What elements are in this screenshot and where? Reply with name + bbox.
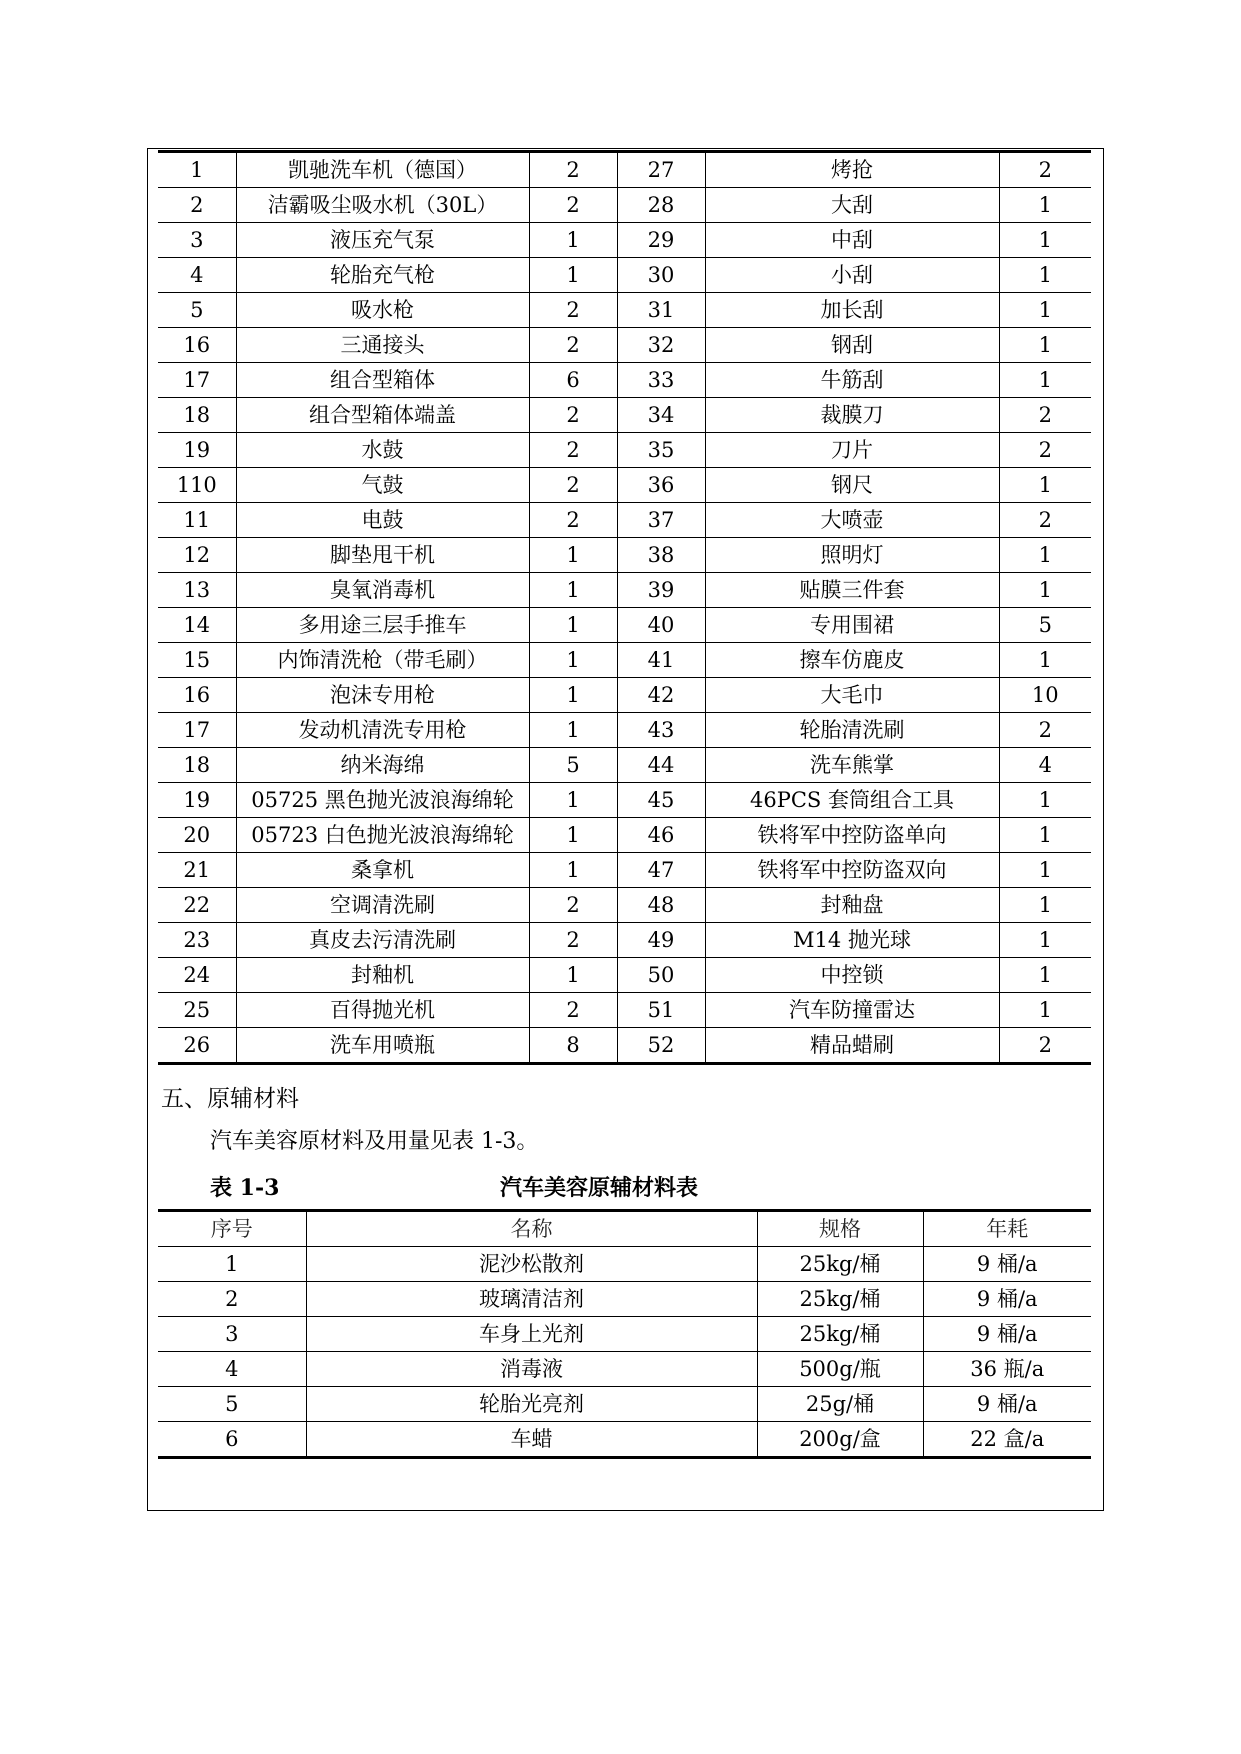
item-name: 贴膜三件套	[705, 573, 999, 608]
item-quantity: 2	[529, 398, 617, 433]
material-usage: 22 盒/a	[923, 1422, 1091, 1458]
item-name: 三通接头	[236, 328, 529, 363]
item-quantity: 4	[999, 748, 1091, 783]
table-row	[158, 152, 1091, 188]
item-name: 小刮	[705, 258, 999, 293]
item-number: 30	[617, 258, 705, 293]
item-quantity: 1	[999, 468, 1091, 503]
item-number: 17	[158, 713, 236, 748]
item-quantity: 1	[999, 293, 1091, 328]
item-number: 12	[158, 538, 236, 573]
item-name: 洗车用喷瓶	[236, 1028, 529, 1064]
item-name: 大喷壶	[705, 503, 999, 538]
item-number: 20	[158, 818, 236, 853]
item-quantity: 1	[999, 223, 1091, 258]
item-number: 48	[617, 888, 705, 923]
item-quantity: 8	[529, 1028, 617, 1064]
item-quantity: 2	[999, 433, 1091, 468]
equipment-table-body	[158, 152, 1091, 1064]
table-row	[158, 713, 1091, 748]
table-row	[158, 328, 1091, 363]
materials-table-body	[158, 1211, 1091, 1458]
item-quantity: 2	[529, 152, 617, 188]
item-number: 3	[158, 223, 236, 258]
item-number: 33	[617, 363, 705, 398]
item-number: 19	[158, 433, 236, 468]
item-name: 加长刮	[705, 293, 999, 328]
table-row	[158, 888, 1091, 923]
item-number: 11	[158, 503, 236, 538]
item-number: 42	[617, 678, 705, 713]
item-quantity: 2	[529, 888, 617, 923]
table-row	[158, 1247, 1091, 1282]
material-spec: 25kg/桶	[757, 1247, 923, 1282]
item-quantity: 1	[529, 223, 617, 258]
item-quantity: 1	[999, 993, 1091, 1028]
material-spec: 25kg/桶	[757, 1317, 923, 1352]
item-name: 电鼓	[236, 503, 529, 538]
item-name: 05723 白色抛光波浪海绵轮	[236, 818, 529, 853]
item-name: 多用途三层手推车	[236, 608, 529, 643]
material-name: 消毒液	[306, 1352, 757, 1387]
item-name: 真皮去污清洗刷	[236, 923, 529, 958]
table-row	[158, 188, 1091, 223]
material-spec: 500g/瓶	[757, 1352, 923, 1387]
material-name: 泥沙松散剂	[306, 1247, 757, 1282]
item-name: 封釉机	[236, 958, 529, 993]
material-usage: 36 瓶/a	[923, 1352, 1091, 1387]
table-row	[158, 258, 1091, 293]
item-number: 38	[617, 538, 705, 573]
item-name: 烤抢	[705, 152, 999, 188]
table-caption-title: 汽车美容原辅材料表	[500, 1176, 699, 1201]
item-name: 发动机清洗专用枪	[236, 713, 529, 748]
item-quantity: 1	[999, 853, 1091, 888]
item-number: 110	[158, 468, 236, 503]
item-quantity: 2	[999, 398, 1091, 433]
item-number: 18	[158, 398, 236, 433]
item-quantity: 1	[529, 608, 617, 643]
item-name: 百得抛光机	[236, 993, 529, 1028]
material-spec: 25g/桶	[757, 1387, 923, 1422]
item-number: 2	[158, 188, 236, 223]
item-name: 纳米海绵	[236, 748, 529, 783]
table-row	[158, 223, 1091, 258]
table-row	[158, 1028, 1091, 1064]
item-name: 铁将军中控防盗单向	[705, 818, 999, 853]
item-name: 泡沫专用枪	[236, 678, 529, 713]
table-row	[158, 573, 1091, 608]
intro-paragraph: 汽车美容原材料及用量见表 1-3。	[210, 1129, 539, 1154]
item-quantity: 1	[999, 818, 1091, 853]
item-name: 液压充气泵	[236, 223, 529, 258]
table-row	[158, 503, 1091, 538]
item-name: 洁霸吸尘吸水机（30L）	[236, 188, 529, 223]
item-name: 组合型箱体端盖	[236, 398, 529, 433]
item-number: 19	[158, 783, 236, 818]
table-row	[158, 433, 1091, 468]
material-number: 3	[158, 1317, 306, 1352]
item-quantity: 1	[999, 363, 1091, 398]
item-quantity: 2	[999, 1028, 1091, 1064]
table-row	[158, 468, 1091, 503]
item-quantity: 1	[999, 643, 1091, 678]
item-name: 擦车仿鹿皮	[705, 643, 999, 678]
item-number: 51	[617, 993, 705, 1028]
material-usage: 9 桶/a	[923, 1247, 1091, 1282]
item-number: 28	[617, 188, 705, 223]
item-quantity: 1	[529, 818, 617, 853]
item-name: 水鼓	[236, 433, 529, 468]
item-quantity: 1	[999, 328, 1091, 363]
table-row	[158, 923, 1091, 958]
material-usage: 9 桶/a	[923, 1282, 1091, 1317]
materials-table	[158, 1209, 1091, 1459]
item-quantity: 2	[529, 293, 617, 328]
material-name: 车身上光剂	[306, 1317, 757, 1352]
item-number: 16	[158, 678, 236, 713]
item-name: 吸水枪	[236, 293, 529, 328]
item-name: 洗车熊掌	[705, 748, 999, 783]
item-name: 钢刮	[705, 328, 999, 363]
item-name: 大刮	[705, 188, 999, 223]
item-quantity: 1	[529, 713, 617, 748]
table-row	[158, 748, 1091, 783]
item-name: 桑拿机	[236, 853, 529, 888]
item-quantity: 1	[529, 538, 617, 573]
item-quantity: 2	[999, 152, 1091, 188]
item-number: 50	[617, 958, 705, 993]
item-number: 39	[617, 573, 705, 608]
item-name: 专用围裙	[705, 608, 999, 643]
item-quantity: 5	[999, 608, 1091, 643]
item-name: 封釉盘	[705, 888, 999, 923]
item-quantity: 10	[999, 678, 1091, 713]
header-spec: 规格	[757, 1211, 923, 1247]
item-name: 气鼓	[236, 468, 529, 503]
table-row	[158, 1422, 1091, 1458]
material-number: 6	[158, 1422, 306, 1458]
item-name: 凯驰洗车机（德国）	[236, 152, 529, 188]
item-quantity: 2	[529, 328, 617, 363]
item-number: 46	[617, 818, 705, 853]
material-usage: 9 桶/a	[923, 1317, 1091, 1352]
item-number: 44	[617, 748, 705, 783]
item-name: 臭氧消毒机	[236, 573, 529, 608]
material-name: 车蜡	[306, 1422, 757, 1458]
item-quantity: 1	[529, 258, 617, 293]
item-name: 中控锁	[705, 958, 999, 993]
item-name: M14 抛光球	[705, 923, 999, 958]
item-number: 16	[158, 328, 236, 363]
item-number: 25	[158, 993, 236, 1028]
item-number: 40	[617, 608, 705, 643]
material-name: 轮胎光亮剂	[306, 1387, 757, 1422]
item-quantity: 1	[529, 783, 617, 818]
item-name: 钢尺	[705, 468, 999, 503]
table-row	[158, 853, 1091, 888]
table-row	[158, 783, 1091, 818]
item-number: 14	[158, 608, 236, 643]
table-row	[158, 678, 1091, 713]
item-number: 43	[617, 713, 705, 748]
item-name: 裁膜刀	[705, 398, 999, 433]
item-quantity: 1	[999, 958, 1091, 993]
table-row	[158, 363, 1091, 398]
item-number: 24	[158, 958, 236, 993]
item-name: 大毛巾	[705, 678, 999, 713]
table-row	[158, 398, 1091, 433]
item-quantity: 1	[999, 538, 1091, 573]
item-number: 41	[617, 643, 705, 678]
table-row	[158, 538, 1091, 573]
item-number: 27	[617, 152, 705, 188]
item-quantity: 5	[529, 748, 617, 783]
item-quantity: 1	[529, 643, 617, 678]
item-name: 刀片	[705, 433, 999, 468]
table-row	[158, 1282, 1091, 1317]
item-quantity: 1	[999, 783, 1091, 818]
section-heading: 五、原辅材料	[161, 1086, 299, 1112]
table-row	[158, 993, 1091, 1028]
item-number: 26	[158, 1028, 236, 1064]
item-number: 13	[158, 573, 236, 608]
item-number: 18	[158, 748, 236, 783]
item-quantity: 1	[999, 923, 1091, 958]
item-quantity: 2	[999, 503, 1091, 538]
material-number: 1	[158, 1247, 306, 1282]
material-spec: 200g/盒	[757, 1422, 923, 1458]
item-number: 36	[617, 468, 705, 503]
item-number: 17	[158, 363, 236, 398]
item-quantity: 1	[999, 888, 1091, 923]
item-name: 46PCS 套筒组合工具	[705, 783, 999, 818]
item-quantity: 2	[529, 468, 617, 503]
item-number: 49	[617, 923, 705, 958]
item-name: 轮胎清洗刷	[705, 713, 999, 748]
table-row	[158, 1352, 1091, 1387]
item-quantity: 6	[529, 363, 617, 398]
header-name: 名称	[306, 1211, 757, 1247]
item-number: 5	[158, 293, 236, 328]
material-number: 5	[158, 1387, 306, 1422]
item-quantity: 1	[999, 188, 1091, 223]
item-name: 05725 黑色抛光波浪海绵轮	[236, 783, 529, 818]
item-quantity: 2	[529, 433, 617, 468]
table-row	[158, 643, 1091, 678]
table-row	[158, 958, 1091, 993]
table-row	[158, 1387, 1091, 1422]
item-quantity: 1	[999, 258, 1091, 293]
item-number: 4	[158, 258, 236, 293]
item-name: 照明灯	[705, 538, 999, 573]
item-name: 脚垫甩干机	[236, 538, 529, 573]
item-quantity: 1	[999, 573, 1091, 608]
materials-header-row	[158, 1211, 1091, 1247]
item-name: 轮胎充气枪	[236, 258, 529, 293]
item-name: 中刮	[705, 223, 999, 258]
table-row	[158, 608, 1091, 643]
item-name: 铁将军中控防盗双向	[705, 853, 999, 888]
item-name: 内饰清洗枪（带毛刷）	[236, 643, 529, 678]
table-row	[158, 1317, 1091, 1352]
item-quantity: 2	[529, 993, 617, 1028]
material-spec: 25kg/桶	[757, 1282, 923, 1317]
material-name: 玻璃清洁剂	[306, 1282, 757, 1317]
material-usage: 9 桶/a	[923, 1387, 1091, 1422]
item-quantity: 2	[529, 923, 617, 958]
item-name: 精品蜡刷	[705, 1028, 999, 1064]
item-quantity: 2	[999, 713, 1091, 748]
item-number: 21	[158, 853, 236, 888]
item-name: 牛筋刮	[705, 363, 999, 398]
item-number: 23	[158, 923, 236, 958]
item-number: 22	[158, 888, 236, 923]
item-quantity: 1	[529, 573, 617, 608]
table-caption-number: 表 1-3	[210, 1175, 280, 1201]
item-number: 15	[158, 643, 236, 678]
item-number: 52	[617, 1028, 705, 1064]
item-number: 37	[617, 503, 705, 538]
equipment-table	[158, 150, 1091, 1065]
item-number: 1	[190, 157, 204, 182]
item-number: 35	[617, 433, 705, 468]
item-quantity: 1	[529, 853, 617, 888]
table-row	[158, 293, 1091, 328]
item-number: 31	[617, 293, 705, 328]
header-no: 序号	[210, 1216, 253, 1241]
material-number: 2	[158, 1282, 306, 1317]
item-number: 34	[617, 398, 705, 433]
item-number: 29	[617, 223, 705, 258]
item-name: 空调清洗刷	[236, 888, 529, 923]
header-usage: 年耗	[923, 1211, 1091, 1247]
material-number: 4	[158, 1352, 306, 1387]
item-quantity: 2	[529, 188, 617, 223]
item-quantity: 1	[529, 958, 617, 993]
item-number: 47	[617, 853, 705, 888]
item-name: 组合型箱体	[236, 363, 529, 398]
item-number: 45	[617, 783, 705, 818]
item-name: 汽车防撞雷达	[705, 993, 999, 1028]
table-row	[158, 818, 1091, 853]
item-quantity: 1	[529, 678, 617, 713]
item-number: 32	[617, 328, 705, 363]
item-quantity: 2	[529, 503, 617, 538]
